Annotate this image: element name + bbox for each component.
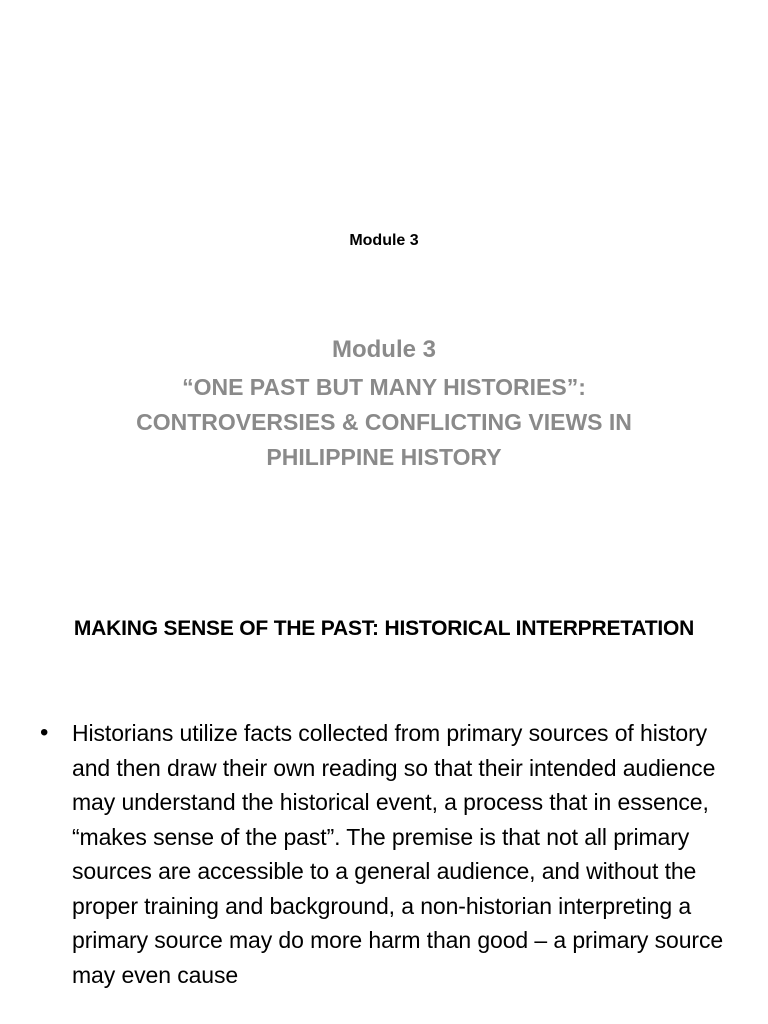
document-label: Module 3	[349, 232, 419, 249]
section-heading: MAKING SENSE OF THE PAST: HISTORICAL INTERPRETATION	[73, 617, 695, 640]
title-line-3: PHILIPPINE HISTORY	[266, 444, 502, 470]
title-module-number: Module 3	[331, 336, 436, 363]
title-block	[60, 334, 708, 475]
title-line-1: “ONE PAST BUT MANY HISTORIES”:	[182, 374, 586, 400]
bullet-list-item	[40, 716, 730, 992]
title-line-2: CONTROVERSIES & CONFLICTING VIEWS IN	[136, 409, 632, 435]
bullet-text: Historians utilize facts collected from primary sources of history and then draw their own reading so that their intended audience may understand the historical event, a process that in essence, “makes sense of the past”. The premise is that not all primary sources are accessible to a general audience, and without the proper training and background, a non-historian interpreting a primary source may do more harm than good – a primary source may even cause	[72, 720, 724, 988]
bullet-icon: •	[40, 719, 49, 746]
